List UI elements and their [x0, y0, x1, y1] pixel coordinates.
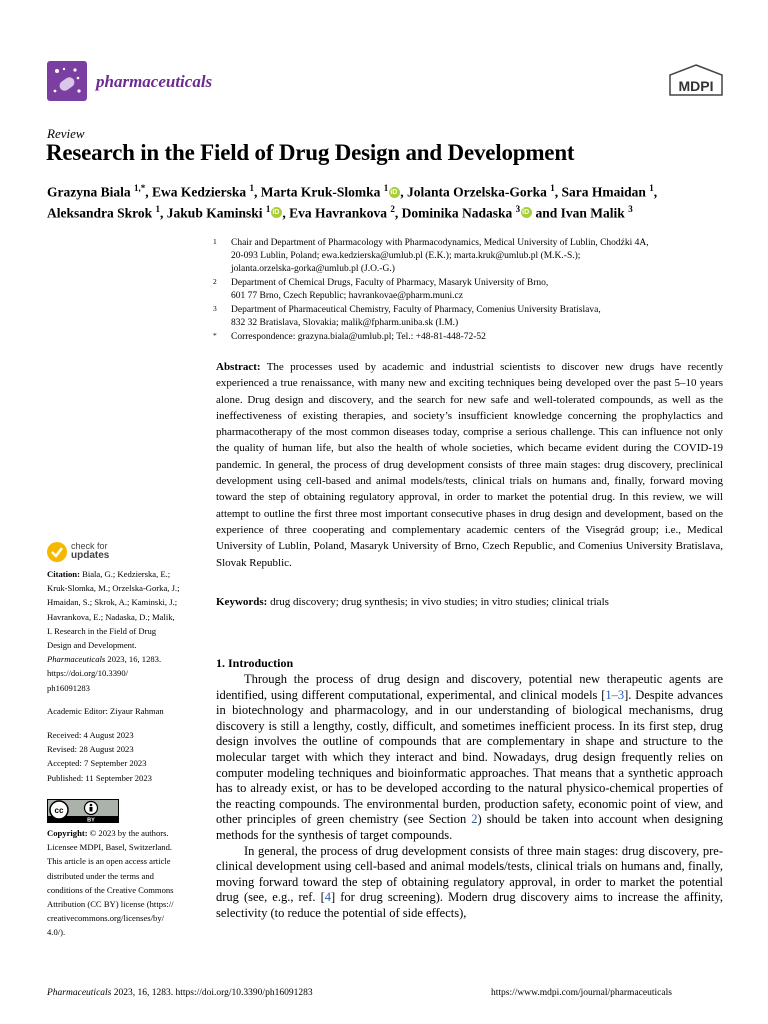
abstract: [216, 359, 723, 571]
check-updates-icon: [46, 541, 68, 563]
keywords-text: drug discovery; drug synthesis; in vivo studies; in vitro studies; clinical trials: [270, 596, 609, 608]
author-line-1: Grazyna Biala $^{1,*}$, Ewa Kedzierska $^1$, Marta Kruk-Slomka $^1$iD , Jolanta Orzelska-Gorka $^1$, Sara Hmaidan $^1$,: [47, 180, 737, 201]
introduction-text: [216, 672, 723, 922]
abstract-text: The processes used by academic and industrial scientists to discover new drugs have recently experienced a true renaissance, with many new and exciting techniques being developed over the past 5–10 years alone. Drug design and discovery, and the search for new safe and well-tolerated compounds, as well as the ineffectiveness of existing therapies, and society’s insufficient knowledge concerning the prophylactics and pharmacotherapy of the most common diseases today, comprise a serious challenge. This can influence not only the quality of human life, but also the health of whole societies, which became evident during the COVID-19 pandemic. In general, the process of drug development consists of three main stages: drug discovery, preclinical development using cell-based and animal models/tests, clinical trials on humans and, finally, forward moving toward the step of obtaining regulatory approval, in order to market the potential drug. In this review, we will attempt to outline the first three most important consecutive phases in drug design and development, based on the experience of three cooperating and complementary academic centers of the Visegrád group; i.e., Medical University of Lublin, Poland, Masaryk University of Brno, Czech Republic, and Comenius University Bratislava, Slovak Republic.: [216, 361, 723, 569]
svg-text:cc: cc: [54, 806, 64, 815]
abstract-label: Abstract:: [216, 361, 261, 373]
paragraph: Through the process of drug design and discovery, potential new therapeutic agents are identified, using different computational, experimental, and clinical models [1–3]. Despite advances in biotechnology and pharmacology, and in our understanding of biological mechanisms, drug discovery is still a lengthy, costly, difficult, and sometimes inefficient process. In its first step, drug design involves the outline of compounds that are complementary in shape and structure to the molecular target with which they interact and bind. Nowadays, drug design frequently relies on computer modeling techniques and bioinformatic approaches. That means that a synthetic approach has to already exist, or has to be developed according to the natural physico-chemical properties of the reacting compounds. The environmental burden, production safety, economic point of view, and other principles of green chemistry (see Section 2) should be taken into account when designing methods for the synthesis of target compounds.: [216, 672, 724, 842]
affiliation-2: Department of Chemical Drugs, Faculty of Pharmacy, Masaryk University of Brno, 601 77 Brno, Czech Republic; havrankovae@pharm.muni.cz: [231, 278, 549, 301]
author-name: Aleksandra Skrok: [47, 205, 153, 220]
keywords: [216, 596, 723, 608]
article-title: Research in the Field of Drug Design and Development: [46, 140, 575, 165]
paragraph: In general, the process of drug development consists of three main stages: drug discovery, pre-clinical development using cell-based and animal models/tests, clinical trials on humans and, finally, moving forward toward the step of obtaining regulatory approval, in order to market the potential drug (see, e.g., ref. [4] for drug screening). Modern drug discovery aims to increase the affinity, selectivity (to reduce the potential of side effects),: [216, 843, 724, 920]
author-list: [47, 180, 737, 221]
citation-link[interactable]: 1–3: [605, 687, 625, 702]
svg-text:MDPI: MDPI: [678, 78, 714, 94]
footer-url[interactable]: https://www.mdpi.com/journal/pharmaceuticals: [491, 988, 672, 998]
affiliation-mark: 1: [213, 237, 217, 246]
affiliation-3: Department of Pharmaceutical Chemistry, Faculty of Pharmacy, Comenius University Bratislava, 832 32 Bratislava, Slovakia; malik@fpharm.uniba.sk (I.M.): [231, 305, 601, 328]
author-name: Sara Hmaidan: [561, 184, 646, 200]
author-name: Eva Havrankova: [289, 205, 387, 220]
section-link[interactable]: 2: [471, 812, 478, 827]
author-name: Jakub Kaminski: [166, 205, 263, 220]
author-name: Dominika Nadaska: [401, 205, 513, 220]
affiliation-mark: *: [213, 331, 217, 340]
author-line-2: Aleksandra Skrok $^1$, Jakub Kaminski $^1$iD , Eva Havrankova $^2$, Dominika Nadaska $^3$iD and Ivan Malik $^3$: [47, 201, 737, 222]
citation-doi-link[interactable]: https://doi.org/10.3390/: [47, 668, 129, 679]
citation-link[interactable]: 4: [324, 890, 331, 905]
author-name: Jolanta Orzelska-Gorka: [407, 184, 547, 200]
author-name: Ewa Kedzierska: [152, 184, 247, 200]
orcid-icon[interactable]: [271, 207, 282, 218]
copyright-block: Copyright: © 2023 by the authors. Licensee MDPI, Basel, Switzerland. This article is an open access article distributed under the terms and conditions of the Creative Commons Attribution (CC BY) license (https:// creativecommons.org/licenses/by/ 4.0/).: [47, 828, 174, 938]
orcid-icon[interactable]: [521, 207, 532, 218]
check-for-updates-badge[interactable]: check for updates: [46, 541, 166, 563]
orcid-icon[interactable]: [389, 187, 400, 198]
cc-by-license-icon[interactable]: [47, 799, 119, 823]
citation-block: Citation: Biala, G.; Kedzierska, E.; Kruk-Slomka, M.; Orzelska-Gorka, J.; Hmaidan, S.; Skrok, A.; Kaminski, J.; Havrankova, E.; Nadaska, D.; Malik, I. Research in the Field of Drug Design and Development. Pharmaceuticals 2023, 16, 1283. https://doi.org/10.3390/ ph16091283: [47, 567, 197, 695]
author-name: Marta Kruk-Slomka: [260, 184, 381, 200]
author-name: Grazyna Biala: [47, 184, 131, 200]
correspondence: Correspondence: grazyna.biala@umlub.pl; Tel.: +48-81-448-72-52: [231, 332, 486, 342]
journal-logo-icon: [47, 61, 87, 101]
section-heading: 1. Introduction: [216, 656, 294, 670]
author-name: and Ivan Malik: [535, 205, 625, 220]
journal-name: pharmaceuticals: [96, 72, 213, 91]
affiliation-mark: 2: [213, 277, 217, 286]
keywords-label: Keywords:: [216, 596, 268, 608]
academic-editor: Academic Editor: Ziyaur Rahman: [47, 706, 164, 716]
mdpi-logo: [668, 64, 724, 96]
footer-citation: Pharmaceuticals 2023, 16, 1283. https://doi.org/10.3390/ph16091283: [47, 988, 313, 998]
svg-text:BY: BY: [87, 817, 95, 823]
affiliation-1: Chair and Department of Pharmacology with Pharmacodynamics, Medical University of Lublin, Chodźki 4A, 20-093 Lublin, Poland; ewa.kedzierska@umlub.pl (E.K.); marta.kruk@umlub.pl (M.K.-S.); jolanta.orzelska-gorka@umlub.pl (J.O.-G.): [231, 238, 649, 274]
article-type: Review: [47, 126, 85, 141]
dates-block: Received: 4 August 2023 Revised: 28 August 2023 Accepted: 7 September 2023 Published: 11 September 2023: [47, 730, 152, 783]
affiliation-mark: 3: [213, 304, 217, 313]
